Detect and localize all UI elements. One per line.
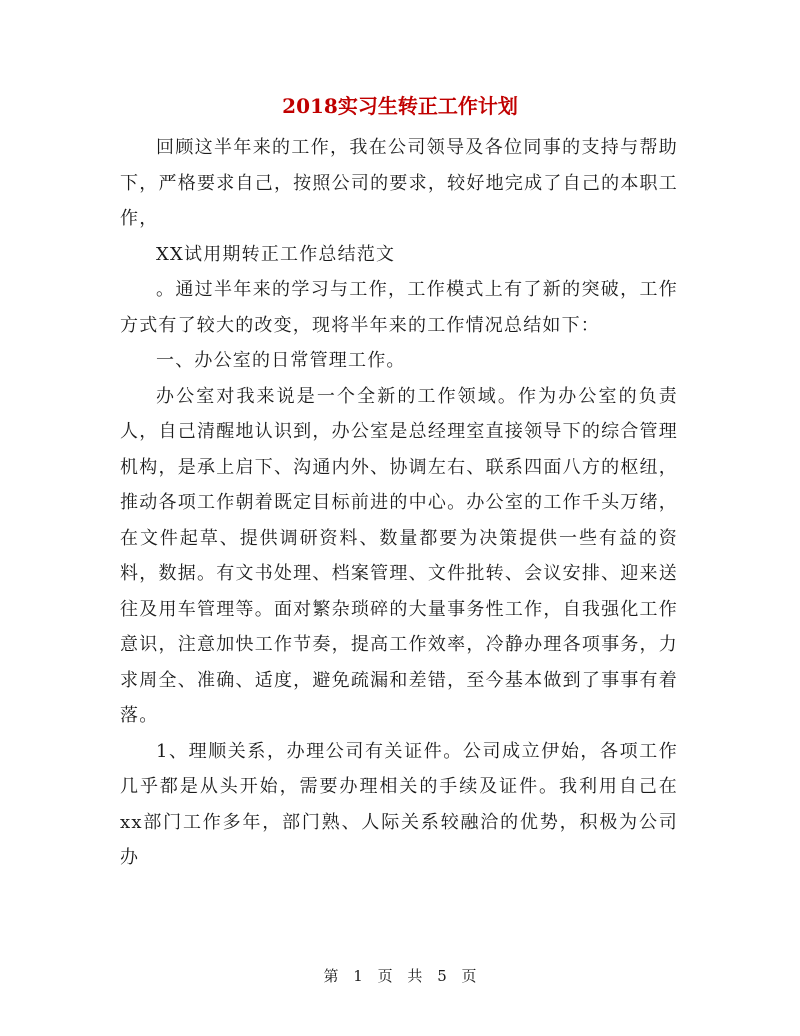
page-footer <box>0 964 800 988</box>
footer-total-label: 共 <box>407 967 423 985</box>
document-body <box>120 130 678 876</box>
paragraph: XX试用期转正工作总结范文 <box>156 243 396 265</box>
paragraph: 1、理顺关系，办理公司有关证件。公司成立伊始，各项工作几乎都是从头开始，需要办理相关的手续及证件。我利用自己在xx部门工作多年，部门熟、人际关系较融洽的优势，积极为公司办 <box>120 740 678 868</box>
paragraph: 回顾这半年来的工作，我在公司领导及各位同事的支持与帮助下，严格要求自己，按照公司的要求，较好地完成了自己的本职工作， <box>120 137 678 229</box>
footer-page-label: 页 <box>377 967 393 985</box>
footer-suffix: 页 <box>461 967 477 985</box>
paragraph: 一、办公室的日常管理工作。 <box>156 350 406 371</box>
current-page-number: 1 <box>353 967 363 985</box>
paragraph: 。通过半年来的学习与工作，工作模式上有了新的突破，工作方式有了较大的改变，现将半年来的工作情况总结如下： <box>120 279 678 336</box>
footer-prefix: 第 <box>323 967 339 985</box>
paragraph: 办公室对我来说是一个全新的工作领域。作为办公室的负责人，自己清醒地认识到，办公室是总经理室直接领导下的综合管理机构，是承上启下、沟通内外、协调左右、联系四面八方的枢纽，推动各项工作朝着既定目标前进的中心。办公室的工作千头万绪，在文件起草、提供调研资料、数量都要为决策提供一些有益的资料，数据。有文书处理、档案管理、文件批转、会议安排、迎来送往及用车管理等。面对繁杂琐碎的大量事务性工作，自我强化工作意识，注意加快工作节奏，提高工作效率，冷静办理各项事务，力求周全、准确、适度，避免疏漏和差错，至今基本做到了事事有着落。 <box>120 385 678 726</box>
document-title: 2018实习生转正工作计划 <box>282 94 518 118</box>
total-pages-number: 5 <box>437 967 447 985</box>
